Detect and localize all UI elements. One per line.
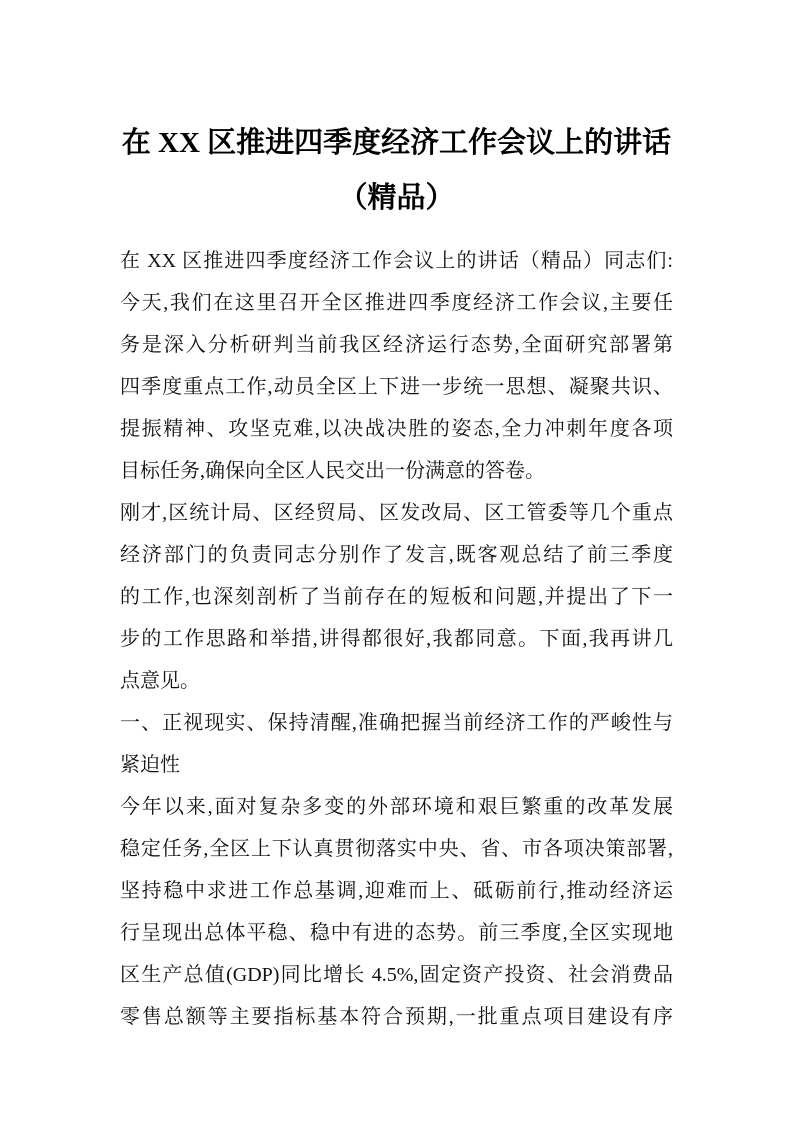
paragraph (120, 492, 673, 702)
text-line: 紧迫性 (120, 754, 180, 776)
text-line: 刚才,区统计局、区经贸局、区发改局、区工管委等几个重点 (120, 502, 673, 524)
paragraph (120, 786, 673, 1038)
text-line: 的工作,也深刻剖析了当前存在的短板和问题,并提出了下一 (120, 586, 673, 608)
text-line: 提振精神、攻坚克难,以决战决胜的姿态,全力冲刺年度各项 (120, 418, 673, 440)
text-line: 坚持稳中求进工作总基调,迎难而上、砥砺前行,推动经济运 (120, 880, 673, 902)
paragraph (120, 240, 673, 492)
text-line: 行呈现出总体平稳、稳中有进的态势。前三季度,全区实现地 (120, 922, 673, 944)
text-line: 步的工作思路和举措,讲得都很好,我都同意。下面,我再讲几 (120, 628, 673, 650)
text-line: 经济部门的负责同志分别作了发言,既客观总结了前三季度 (120, 544, 673, 566)
text-line: 一、正视现实、保持清醒,准确把握当前经济工作的严峻性与 (120, 712, 673, 734)
document-body (120, 240, 673, 1038)
text-line: 零售总额等主要指标基本符合预期,一批重点项目建设有序 (120, 1006, 673, 1028)
text-line: 四季度重点工作,动员全区上下进一步统一思想、凝聚共识、 (120, 376, 673, 398)
text-line: 务是深入分析研判当前我区经济运行态势,全面研究部署第 (120, 334, 673, 356)
text-line: 今年以来,面对复杂多变的外部环境和艰巨繁重的改革发展 (120, 796, 673, 818)
section-heading (120, 702, 673, 786)
text-line: 点意见。 (120, 670, 200, 692)
document-title-line-1: 在 XX 区推进四季度经济工作会议上的讲话 (121, 127, 672, 159)
text-line: 区生产总值(GDP)同比增长 4.5%,固定资产投资、社会消费品 (120, 964, 673, 986)
text-line: 今天,我们在这里召开全区推进四季度经济工作会议,主要任 (120, 292, 673, 314)
document-title (0, 0, 793, 226)
text-line: 在 XX 区推进四季度经济工作会议上的讲话（精品）同志们: (120, 250, 673, 272)
text-line: 目标任务,确保向全区人民交出一份满意的答卷。 (120, 460, 545, 482)
text-line: 稳定任务,全区上下认真贯彻落实中央、省、市各项决策部署, (120, 838, 673, 860)
document-title-line-2: （精品） (338, 182, 455, 214)
